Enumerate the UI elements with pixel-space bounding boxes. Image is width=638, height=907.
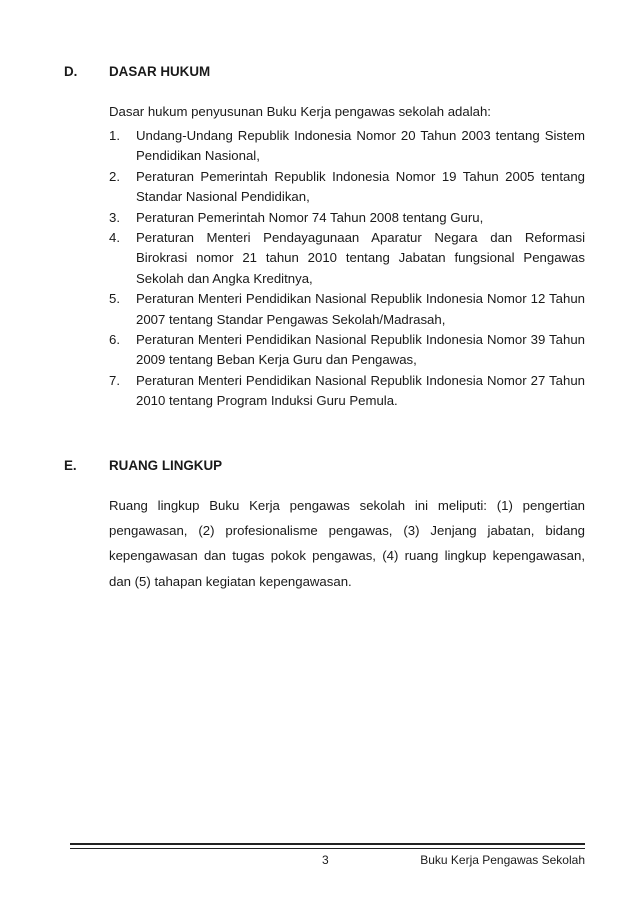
list-item-number: 6. [109,332,120,348]
list-item-number: 4. [109,230,120,246]
list-item-number: 3. [109,209,120,225]
list-item [109,167,585,208]
list-item-text: Undang-Undang Republik Indonesia Nomor 20 Tahun 2003 tentang Sistem Pendidikan Nasional, [136,128,585,164]
list-item-number: 1. [109,128,120,143]
list-item [109,126,585,167]
footer-rule-thin [70,848,585,849]
section-d-heading [64,64,210,79]
list-item [109,330,585,371]
list-item-number: 2. [109,168,120,184]
list-item [109,228,585,289]
footer-rule-thick [70,843,585,845]
section-d-letter: D. [64,64,78,79]
section-e-paragraph: Ruang lingkup Buku Kerja pengawas sekolah ini meliputi: (1) pengertian pengawasan, (2) profesionalisme pengawas, (3) Jenjang jabatan, bidang kepengawasan dan tugas pokok pengawas, (4) ruang lingkup kepengawasan, dan (5) tahapan kegiatan kepengawasan. [109,498,585,589]
section-d-title: DASAR HUKUM [109,64,211,79]
list-item [109,289,585,330]
section-d-intro: Dasar hukum penyusunan Buku Kerja pengawas sekolah adalah: [109,104,491,119]
list-item [109,208,585,228]
list-item-text: Peraturan Menteri Pendayagunaan Aparatur Negara dan Reformasi Birokrasi nomor 21 tahun 2010 tentang Jabatan fungsional Pengawas Sekolah dan Angka Kreditnya, [136,230,585,286]
list-item-text: Peraturan Menteri Pendidikan Nasional Republik Indonesia Nomor 27 Tahun 2010 tentang Program Induksi Guru Pemula. [136,372,585,409]
section-e-letter: E. [64,458,77,473]
list-item-text: Peraturan Pemerintah Republik Indonesia Nomor 19 Tahun 2005 tentang Standar Nasional Pendidikan, [136,168,585,205]
list-item-text: Peraturan Menteri Pendidikan Nasional Republik Indonesia Nomor 12 Tahun 2007 tentang Standar Pengawas Sekolah/Madrasah, [136,291,585,327]
list-item-number: 5. [109,291,120,307]
footer-book-title: Buku Kerja Pengawas Sekolah [420,853,585,867]
list-item-number: 7. [109,372,120,388]
list-item [109,371,585,412]
legal-basis-list [109,126,585,412]
section-e-heading [64,458,222,473]
list-item-text: Peraturan Pemerintah Nomor 74 Tahun 2008 tentang Guru, [136,209,484,225]
page-number: 3 [322,853,329,867]
section-e-title: RUANG LINGKUP [109,458,223,473]
list-item-text: Peraturan Menteri Pendidikan Nasional Republik Indonesia Nomor 39 Tahun 2009 tentang Beban Kerja Guru dan Pengawas, [136,332,585,368]
